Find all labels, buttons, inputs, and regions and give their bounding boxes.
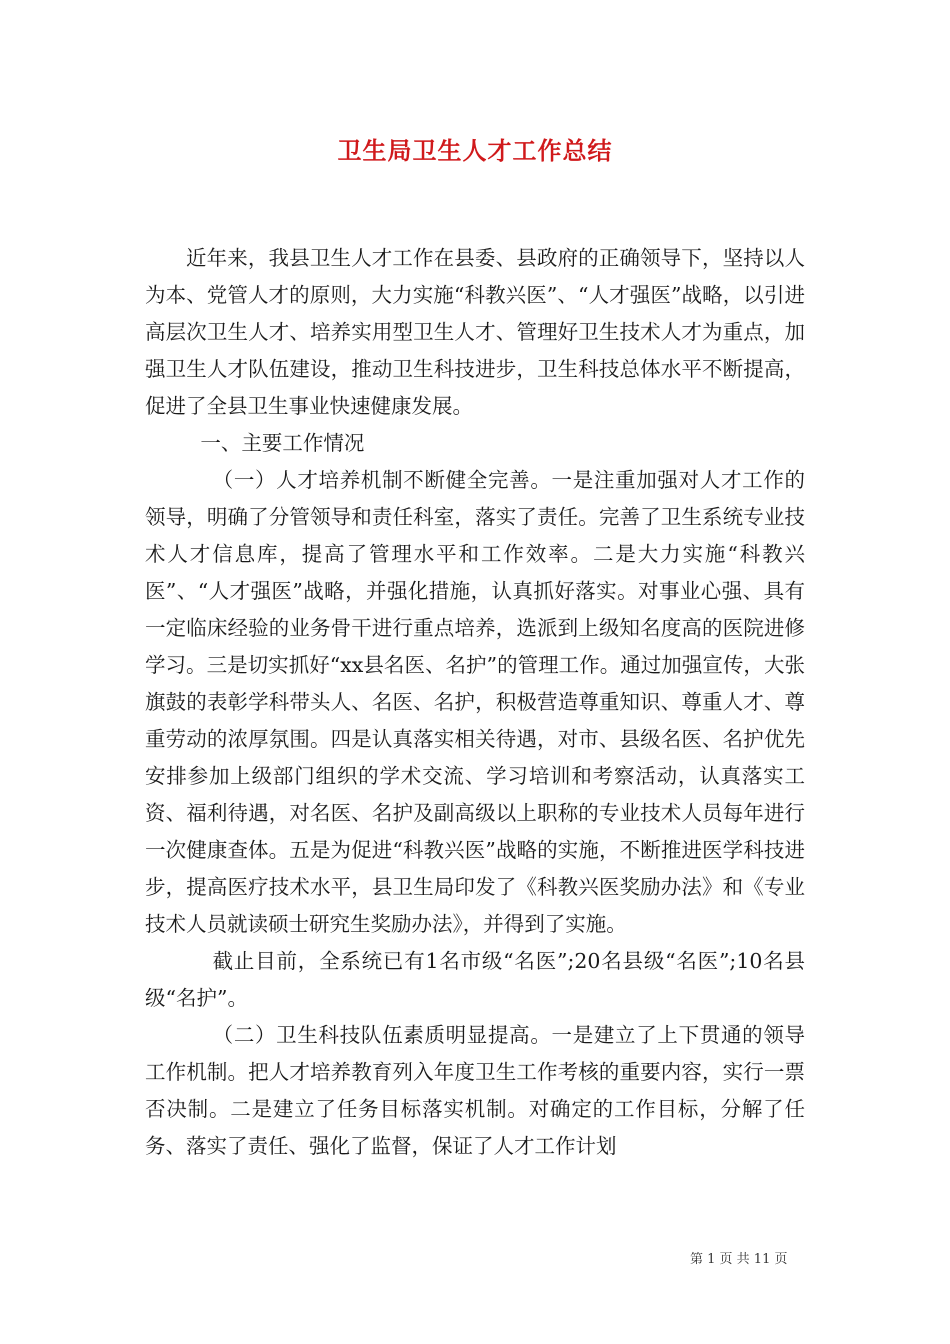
document-body xyxy=(145,240,805,1165)
intro-paragraph: 近年来，我县卫生人才工作在县委、县政府的正确领导下，坚持以人为本、党管人才的原则，大力实施“科教兴医”、“人才强医”战略，以引进高层次卫生人才、培养实用型卫生人才、管理好卫生技术人才为重点，加强卫生人才队伍建设，推动卫生科技进步，卫生科技总体水平不断提高，促进了全县卫生事业快速健康发展。 xyxy=(145,246,805,418)
page-footer: 第 1 页 共 11 页 xyxy=(690,1252,788,1267)
summary-paragraph: 截止目前，全系统已有1名市级“名医”;20名县级“名医”;10名县级“名护”。 xyxy=(145,949,805,1010)
subsection-1-paragraph: （一）人才培养机制不断健全完善。一是注重加强对人才工作的领导，明确了分管领导和责任科室，落实了责任。完善了卫生系统专业技术人才信息库，提高了管理水平和工作效率。二是大力实施“科教兴医”、“人才强医”战略，并强化措施，认真抓好落实。对事业心强、具有一定临床经验的业务骨干进行重点培养，选派到上级知名度高的医院进修学习。三是切实抓好“xx县名医、名护”的管理工作。通过加强宣传，大张旗鼓的表彰学科带头人、名医、名护，积极营造尊重知识、尊重人才、尊重劳动的浓厚氛围。四是认真落实相关待遇，对市、县级名医、名护优先安排参加上级部门组织的学术交流、学习培训和考察活动，认真落实工资、福利待遇，对名医、名护及副高级以上职称的专业技术人员每年进行一次健康查体。五是为促进“科教兴医”战略的实施，不断推进医学科技进步，提高医疗技术水平，县卫生局印发了《科教兴医奖励办法》和《专业技术人员就读硕士研究生奖励办法》，并得到了实施。 xyxy=(145,468,805,936)
document-title: 卫生局卫生人才工作总结 xyxy=(337,136,613,165)
subsection-2-paragraph: （二）卫生科技队伍素质明显提高。一是建立了上下贯通的领导工作机制。把人才培养教育列入年度卫生工作考核的重要内容，实行一票否决制。二是建立了任务目标落实机制。对确定的工作目标，分解了任务、落实了责任、强化了监督，保证了人才工作计划 xyxy=(145,1023,805,1158)
section-heading: 一、主要工作情况 xyxy=(200,431,365,455)
